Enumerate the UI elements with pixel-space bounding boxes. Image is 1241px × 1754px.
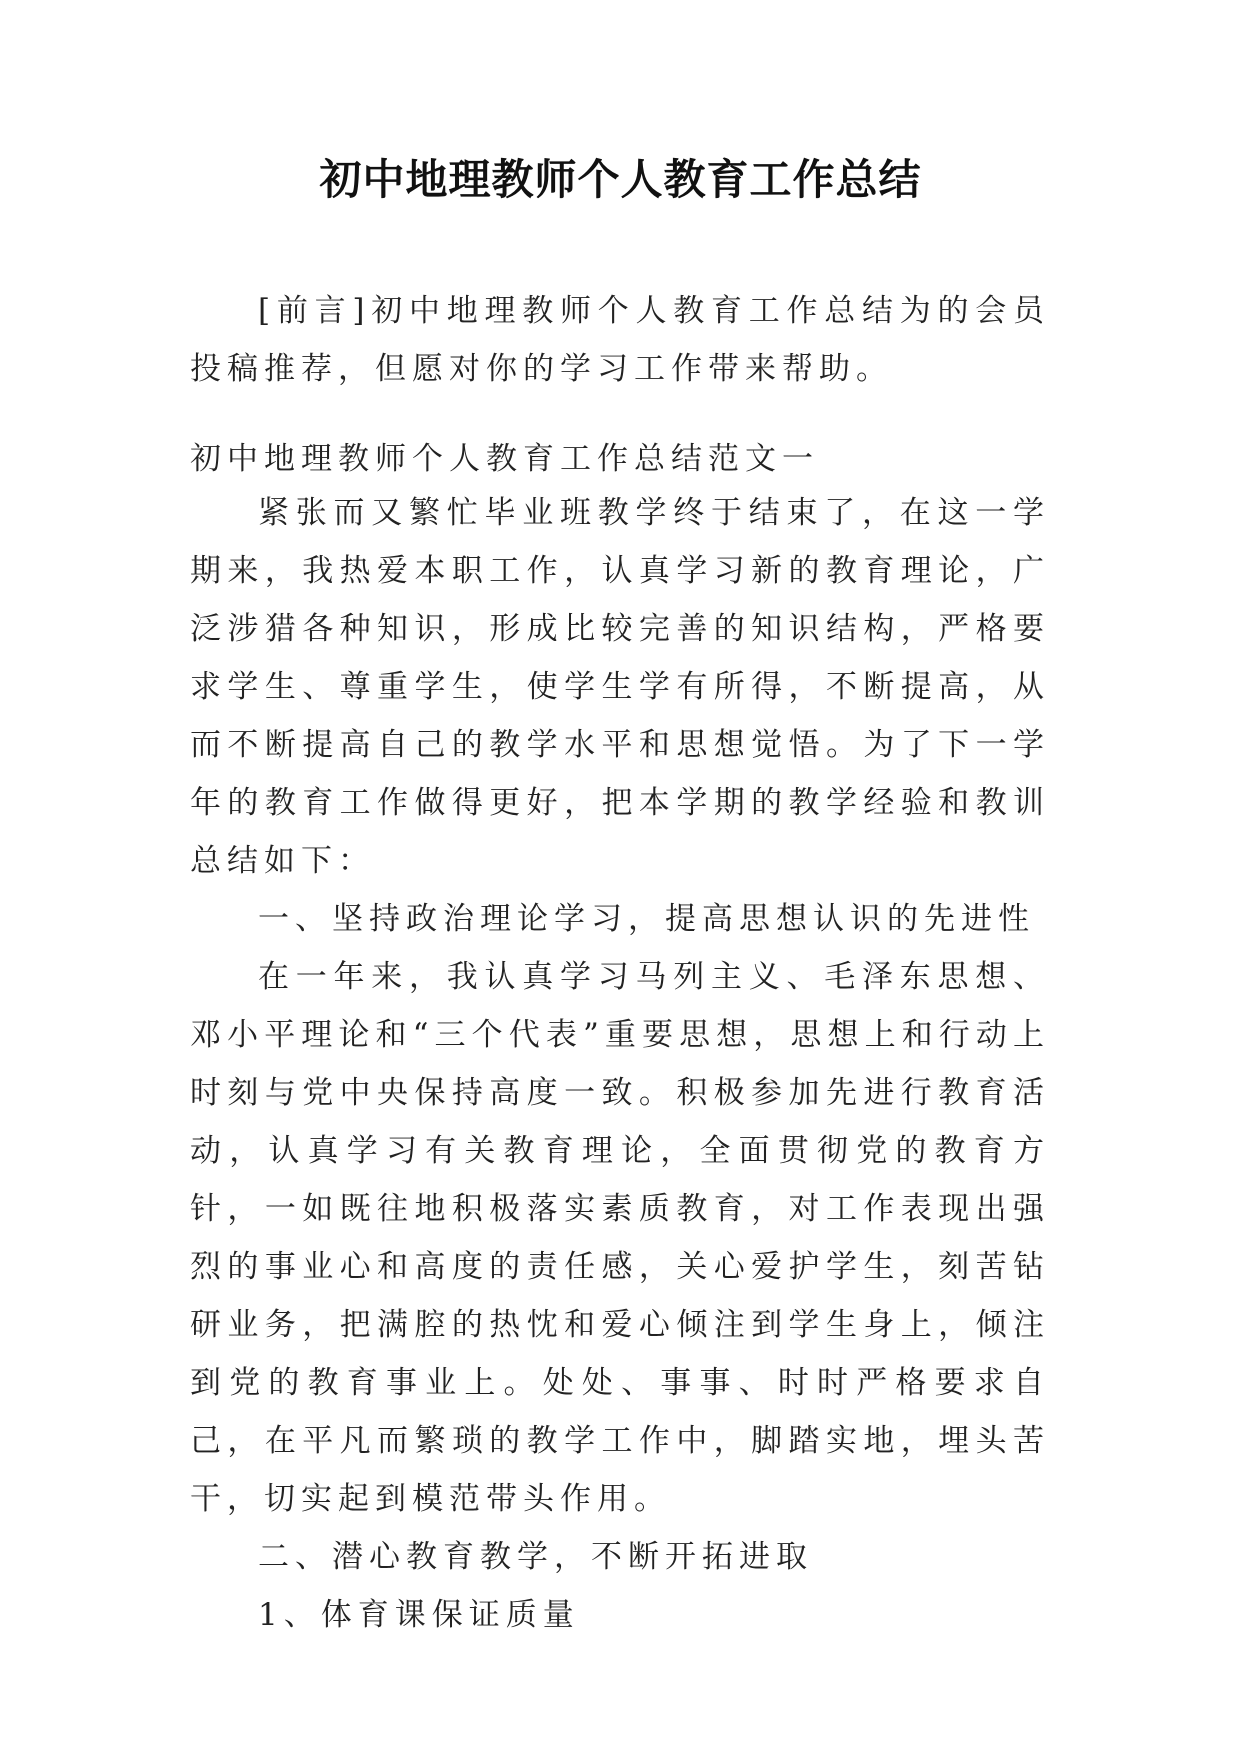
heading-subsection-1: 1、体育课保证质量 bbox=[258, 1597, 580, 1633]
paragraph-section-1: 在一年来，我认真学习马列主义、毛泽东思想、邓小平理论和“三个代表”重要思想，思想上和行动上时刻与党中央保持高度一致。积极参加先进行教育活动，认真学习有关教育理论，全面贯彻党的教育方针，一如既往地积极落实素质教育，对工作表现出强烈的事业心和高度的责任感，关心爱护学生，刻苦钻研业务，把满腔的热忱和爱心倾注到学生身上，倾注到党的教育事业上。处处、事事、时时严格要求自己，在平凡而繁琐的教学工作中，脚踏实地，埋头苦干，切实起到模范带头作用。 bbox=[190, 959, 1050, 1517]
document-title: 初中地理教师个人教育工作总结 bbox=[319, 155, 922, 204]
heading-section-1: 一、坚持政治理论学习，提高思想认识的先进性 bbox=[258, 901, 1035, 937]
preface-paragraph: [前言]初中地理教师个人教育工作总结为的会员投稿推荐，但愿对你的学习工作带来帮助。 bbox=[190, 293, 1050, 387]
main-body bbox=[190, 441, 1050, 1644]
heading-section-2: 二、潜心教育教学，不断开拓进取 bbox=[258, 1539, 813, 1575]
paragraph-intro: 紧张而又繁忙毕业班教学终于结束了，在这一学期来，我热爱本职工作，认真学习新的教育理论，广泛涉猎各种知识，形成比较完善的知识结构，严格要求学生、尊重学生，使学生学有所得，不断提高，从而不断提高自己的教学水平和思想觉悟。为了下一学年的教育工作做得更好，把本学期的教学经验和教训总结如下： bbox=[190, 495, 1050, 879]
section-subtitle: 初中地理教师个人教育工作总结范文一 bbox=[190, 441, 819, 477]
preface-block bbox=[190, 282, 1050, 398]
